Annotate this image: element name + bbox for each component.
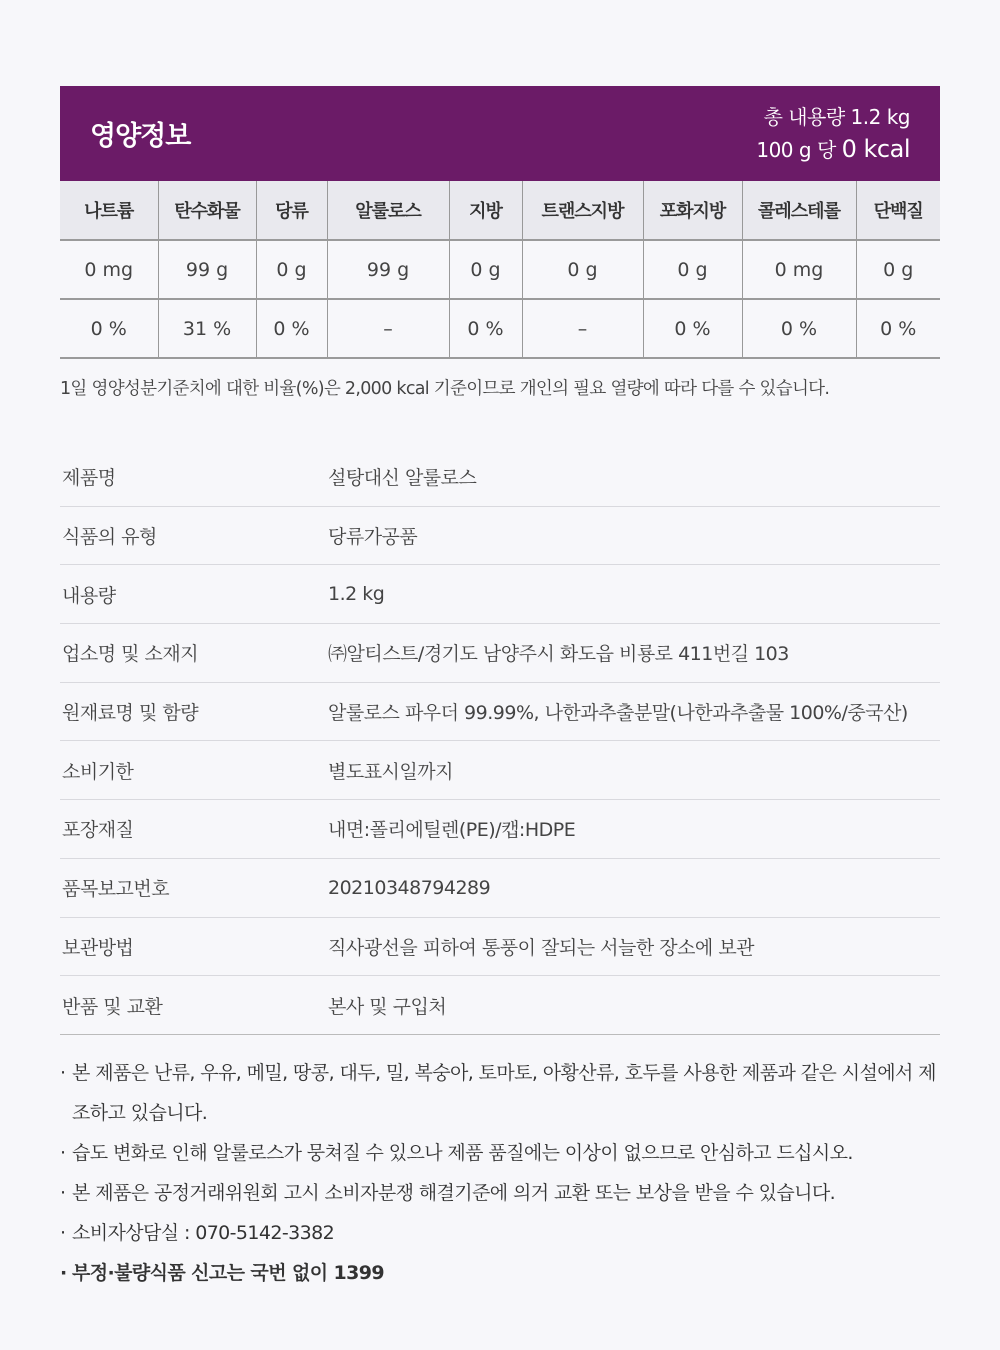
info-value: 직사광선을 피하여 통풍이 잘되는 서늘한 장소에 보관 bbox=[328, 936, 755, 959]
percent-cell: 31 % bbox=[158, 299, 256, 358]
notice-item bbox=[60, 1133, 940, 1173]
amount-cell: 0 mg bbox=[60, 240, 158, 299]
amount-cell: 99 g bbox=[327, 240, 449, 299]
col-header-sugars: 당류 bbox=[256, 181, 327, 240]
kcal-value: 0 kcal bbox=[841, 135, 910, 163]
info-row bbox=[60, 448, 940, 507]
nutrition-table bbox=[60, 181, 940, 359]
daily-value-note: 1일 영양성분기준치에 대한 비율(%)은 2,000 kcal 기준이므로 개인의 필요 열량에 따라 다를 수 있습니다. bbox=[60, 379, 830, 399]
percent-cell: 0 % bbox=[60, 299, 158, 358]
info-row bbox=[60, 859, 940, 918]
info-row bbox=[60, 624, 940, 683]
nutrition-header bbox=[60, 86, 940, 181]
notice-item-report bbox=[60, 1253, 940, 1293]
percent-cell: 0 % bbox=[856, 299, 940, 358]
info-value: 본사 및 구입처 bbox=[328, 995, 447, 1018]
info-row bbox=[60, 976, 940, 1035]
notice-text: 본 제품은 공정거래위원회 고시 소비자분쟁 해결기준에 의거 교환 또는 보상을 받을 수 있습니다. bbox=[72, 1181, 836, 1204]
info-value: 1.2 kg bbox=[328, 583, 385, 606]
info-row bbox=[60, 741, 940, 800]
per-serving: 100 g 당 bbox=[756, 138, 836, 162]
col-header-saturated-fat: 포화지방 bbox=[643, 181, 742, 240]
amount-cell: 0 g bbox=[856, 240, 940, 299]
percent-cell: 0 % bbox=[643, 299, 742, 358]
info-row bbox=[60, 800, 940, 859]
info-label: 내용량 bbox=[62, 584, 116, 607]
amount-cell: 99 g bbox=[158, 240, 256, 299]
label-sheet bbox=[60, 86, 940, 1293]
product-info-list bbox=[60, 448, 940, 1035]
percent-row bbox=[60, 299, 940, 358]
info-label: 반품 및 교환 bbox=[62, 995, 163, 1018]
info-label: 원재료명 및 함량 bbox=[62, 702, 199, 725]
bullet-dot: · bbox=[60, 1141, 66, 1164]
notice-text: 습도 변화로 인해 알룰로스가 뭉쳐질 수 있으나 제품 품질에는 이상이 없으므로 안심하고 드십시오. bbox=[72, 1141, 853, 1164]
percent-cell: 0 % bbox=[742, 299, 856, 358]
col-header-trans-fat: 트랜스지방 bbox=[522, 181, 643, 240]
info-row bbox=[60, 918, 940, 977]
amount-cell: 0 g bbox=[643, 240, 742, 299]
col-header-fat: 지방 bbox=[449, 181, 522, 240]
percent-cell: 0 % bbox=[449, 299, 522, 358]
bullet-dot: · bbox=[60, 1181, 66, 1204]
nutrition-summary bbox=[756, 101, 910, 166]
bullet-dot: · bbox=[60, 1221, 66, 1244]
amount-cell: 0 g bbox=[522, 240, 643, 299]
nutrition-title: 영양정보 bbox=[90, 121, 191, 152]
notice-item bbox=[60, 1213, 940, 1253]
info-row bbox=[60, 565, 940, 624]
info-label: 포장재질 bbox=[62, 819, 134, 842]
info-value: 내면:폴리에틸렌(PE)/캡:HDPE bbox=[328, 819, 576, 842]
notice-text: 소비자상담실 : 070-5142-3382 bbox=[72, 1221, 335, 1244]
percent-cell: – bbox=[522, 299, 643, 358]
percent-cell: – bbox=[327, 299, 449, 358]
info-value: 알룰로스 파우더 99.99%, 나한과추출분말(나한과추출물 100%/중국산) bbox=[328, 702, 908, 725]
col-header-sodium: 나트륨 bbox=[60, 181, 158, 240]
bullet-dot: · bbox=[60, 1061, 66, 1084]
amount-cell: 0 g bbox=[449, 240, 522, 299]
per-serving-line bbox=[756, 133, 910, 166]
info-value: 20210348794289 bbox=[328, 876, 491, 899]
bullet-dot: · bbox=[60, 1261, 67, 1284]
info-value: 당류가공품 bbox=[328, 526, 418, 549]
info-value: 설탕대신 알룰로스 bbox=[328, 467, 477, 490]
amount-cell: 0 mg bbox=[742, 240, 856, 299]
col-header-carbohydrate: 탄수화물 bbox=[158, 181, 256, 240]
info-label: 품목보고번호 bbox=[62, 878, 170, 901]
notice-text: 부정·불량식품 신고는 국번 없이 1399 bbox=[72, 1261, 384, 1284]
info-label: 제품명 bbox=[62, 467, 116, 490]
info-value: 별도표시일까지 bbox=[328, 760, 453, 783]
percent-cell: 0 % bbox=[256, 299, 327, 358]
info-label: 업소명 및 소재지 bbox=[62, 643, 199, 666]
info-label: 소비기한 bbox=[62, 760, 134, 783]
notice-list bbox=[60, 1053, 940, 1293]
total-content: 총 내용량 1.2 kg bbox=[763, 105, 910, 129]
col-header-allulose: 알룰로스 bbox=[327, 181, 449, 240]
info-label: 보관방법 bbox=[62, 936, 134, 959]
notice-item bbox=[60, 1053, 940, 1133]
info-value: ㈜알티스트/경기도 남양주시 화도읍 비룡로 411번길 103 bbox=[328, 643, 789, 666]
info-label: 식품의 유형 bbox=[62, 526, 157, 549]
col-header-cholesterol: 콜레스테롤 bbox=[742, 181, 856, 240]
amount-cell: 0 g bbox=[256, 240, 327, 299]
notice-item bbox=[60, 1173, 940, 1213]
col-header-protein: 단백질 bbox=[856, 181, 940, 240]
nutrition-header-row bbox=[60, 181, 940, 240]
info-row bbox=[60, 683, 940, 742]
info-row bbox=[60, 507, 940, 566]
amount-row bbox=[60, 240, 940, 299]
notice-text: 본 제품은 난류, 우유, 메밀, 땅콩, 대두, 밀, 복숭아, 토마토, 아황산류, 호두를 사용한 제품과 같은 시설에서 제조하고 있습니다. bbox=[72, 1061, 936, 1124]
